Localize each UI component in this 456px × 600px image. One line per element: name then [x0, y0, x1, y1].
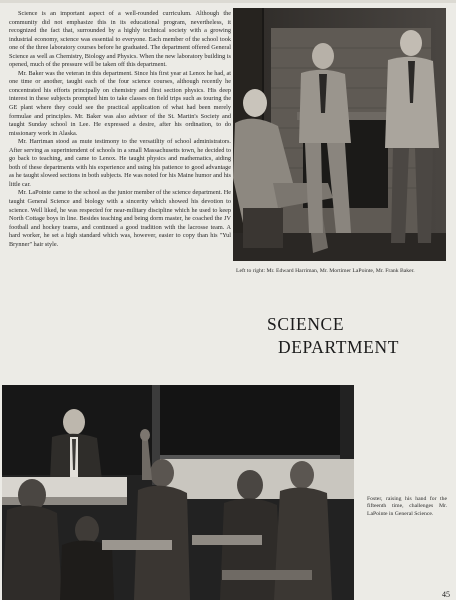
article-paragraph: Mr. Baker was the veteran in this department. Since his first year at Lenox he had, at one time or another, taught each of the four science courses, although recently he concentrated his efforts principally on chemistry and first section physics. His deep interest in these subjects prompted him to take classes on field trips such as touring the GE plant where they could see the practical application of what had been merely formulae and principles. Mr. Baker was also advisor of the St. Martin's Society and taught Sunday school in Lee. He expressed a desire, after his ordination, to do missionary work in Alaska.: [9, 69, 231, 137]
article-paragraph: Science is an important aspect of a well-rounded curriculum. Although the community did not emphasize this in its educational program, nevertheless, it recognized the fact that, surrounded by a highly technical society with a growing industrial economy, science was essential to everyone. Each member of the school took one of the three laboratory courses before he graduated. The department offered General Science as well as Chemistry, Biology and Physics. When the new laboratory building is opened, much of the pressure will be taken off this department.: [9, 10, 231, 69]
headline-line-2: DEPARTMENT: [278, 337, 399, 357]
classroom-photo: [2, 385, 354, 600]
article-paragraph: Mr. Harriman stood as mute testimony to the versatility of school administrators. After serving as superintendent of schools in a small Massachusetts town, he decided to go back to teaching, and came to Lenox. He taught physics and mathematics, aiding both of these departments with his experience and using his patience to good advantage as he taught slowed sections in both subjects. He was noted for his Maine humor and his little car.: [9, 138, 231, 188]
faculty-photo-caption: Left to right: Mr. Edward Harriman, Mr. Mortimer LaPointe, Mr. Frank Baker.: [236, 268, 415, 274]
page-number: 45: [442, 590, 450, 599]
article-text-column: [9, 10, 231, 249]
faculty-photo: [233, 8, 446, 261]
page-headline: [240, 314, 450, 358]
page-top-edge: [0, 0, 456, 3]
headline-line-1: SCIENCE: [267, 314, 345, 334]
article-paragraph: Mr. LaPointe came to the school as the junior member of the science department. He taught General Science and biology with a sincerity which showed his devotion to science. Well liked, he was respected for near-military discipline which he used to keep North Cottage boys in line. Besides teaching and being dorm master, he coached the JV football and hockey teams, and continued a good tradition with the lacrosse team. A hard worker, he set a high standard which was, however, easier to copy than his "Yul Brynner" hair style.: [9, 189, 231, 248]
classroom-photo-caption: Foster, raising his hand for the fifteenth time, challenges Mr. LaPointe in General Science.: [367, 496, 447, 517]
